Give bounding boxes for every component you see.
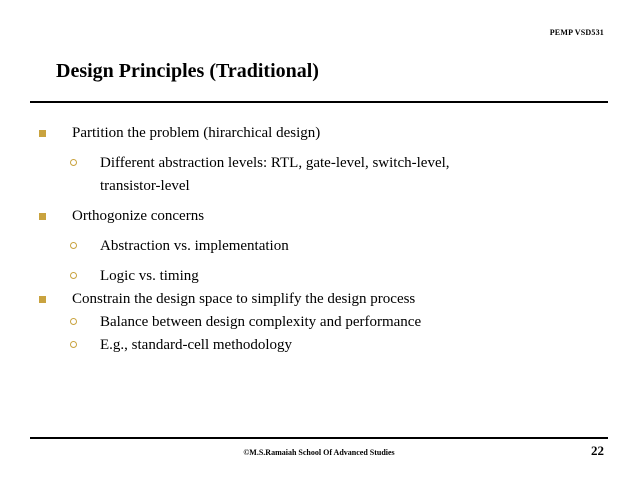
sub-bullet-text: Logic vs. timing [100,268,199,284]
circle-bullet-icon [70,159,77,166]
bullet-item [0,205,638,228]
footer-divider [30,437,608,439]
square-bullet-icon [39,296,46,303]
bullet-list [0,122,638,357]
sub-bullet-item [0,334,638,357]
bullet-text: Partition the problem (hirarchical design) [72,125,321,141]
title-divider [30,101,608,103]
circle-bullet-icon [70,341,77,348]
sub-bullet-text: Abstraction vs. implementation [100,238,289,254]
circle-bullet-icon [70,242,77,249]
sub-bullet-text: Balance between design complexity and performance [100,314,422,330]
sub-bullet-item [0,152,638,198]
circle-bullet-icon [70,272,77,279]
sub-bullet-text: Different abstraction levels: RTL, gate-level, switch-level, transistor-level [100,155,450,194]
footer-copyright: ©M.S.Ramaiah School Of Advanced Studies [243,448,395,457]
sub-bullet-text: E.g., standard-cell methodology [100,337,293,353]
page-number: 22 [591,443,604,458]
circle-bullet-icon [70,318,77,325]
slide-title: Design Principles (Traditional) [56,60,319,82]
sub-bullet-item [0,311,638,334]
bullet-text: Orthogonize concerns [72,208,205,224]
square-bullet-icon [39,130,46,137]
course-code: PEMP VSD531 [549,28,604,37]
bullet-item [0,122,638,145]
sub-bullet-item [0,265,638,288]
square-bullet-icon [39,213,46,220]
sub-bullet-item [0,235,638,258]
bullet-item [0,288,638,311]
bullet-text: Constrain the design space to simplify the design process [72,291,416,307]
